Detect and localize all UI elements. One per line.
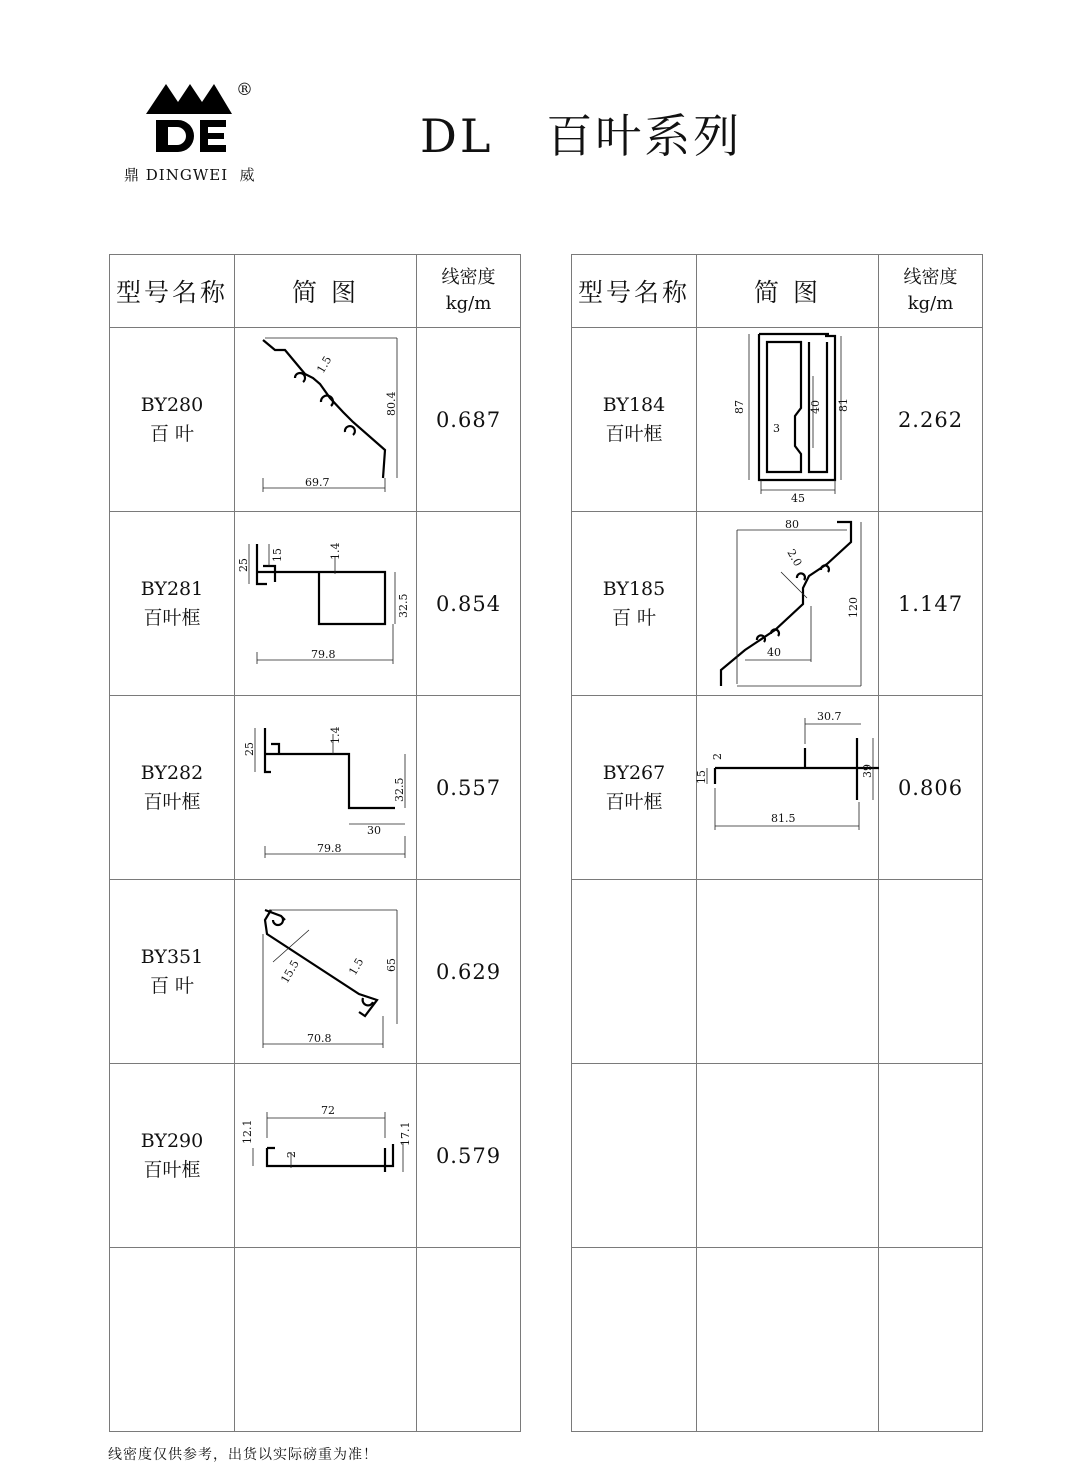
density-cell <box>879 1248 983 1432</box>
model-code: BY290 <box>140 1129 204 1152</box>
density-cell: 0.854 <box>417 512 521 696</box>
drawing-cell <box>235 328 417 512</box>
drawing-cell <box>235 1064 417 1248</box>
density-cell: 2.262 <box>879 328 983 512</box>
header-drawing: 简 图 <box>697 255 879 328</box>
model-cell <box>110 696 235 880</box>
model-cell <box>572 1064 697 1248</box>
density-cell: 0.579 <box>417 1064 521 1248</box>
logo-text: 鼎 DINGWEI 威 <box>124 166 256 184</box>
dim-label: 12.1 <box>241 1119 254 1144</box>
model-cell <box>110 880 235 1064</box>
table-row <box>110 328 521 512</box>
drawing-cell <box>697 880 879 1064</box>
dim-label: 40 <box>809 400 822 414</box>
profile-drawing-by185 <box>697 512 878 695</box>
header-density-unit: kg/m <box>445 293 492 314</box>
footer-note: 线密度仅供参考，出货以实际磅重为准！ <box>108 1447 378 1463</box>
density-cell: 0.806 <box>879 696 983 880</box>
dim-label: 87 <box>733 400 746 414</box>
table-row <box>110 512 521 696</box>
density-cell: 1.147 <box>879 512 983 696</box>
drawing-cell <box>235 512 417 696</box>
dim-label: 15 <box>271 548 284 562</box>
header-density <box>417 255 521 328</box>
density-cell <box>879 880 983 1064</box>
drawing-cell <box>235 880 417 1064</box>
model-type: 百 叶 <box>149 974 195 997</box>
dim-label: 39 <box>861 764 874 778</box>
dim-label: 1.5 <box>314 353 335 376</box>
model-code: BY281 <box>140 577 204 600</box>
registered-mark: ® <box>236 80 253 100</box>
dim-label: 70.8 <box>307 1032 332 1045</box>
dim-label: 2 <box>285 1151 298 1158</box>
model-type: 百 叶 <box>149 422 195 445</box>
drawing-cell <box>697 696 879 880</box>
model-cell <box>572 696 697 880</box>
dim-label: 79.8 <box>311 648 336 661</box>
table-row <box>572 696 983 880</box>
model-cell <box>572 880 697 1064</box>
profile-drawing-by351 <box>235 880 416 1063</box>
model-code: BY184 <box>602 393 666 416</box>
dim-label: 2.0 <box>784 547 805 569</box>
density-cell: 0.629 <box>417 880 521 1064</box>
right-spec-table <box>571 254 983 1432</box>
drawing-cell <box>697 1064 879 1248</box>
dim-label: 2 <box>711 753 724 760</box>
profile-drawing-by281 <box>235 512 416 695</box>
dim-label: 1.5 <box>346 955 367 978</box>
dim-label: 45 <box>791 492 805 505</box>
header-density <box>879 255 983 328</box>
dim-label: 79.8 <box>317 842 342 855</box>
model-type: 百叶框 <box>143 1158 201 1181</box>
dim-label: 72 <box>321 1104 335 1117</box>
dim-label: 15 <box>695 770 708 784</box>
model-cell <box>110 1064 235 1248</box>
dim-label: 1.4 <box>329 726 342 744</box>
dim-label: 30.7 <box>817 710 842 723</box>
drawing-cell <box>697 1248 879 1432</box>
table-row <box>572 880 983 1064</box>
dim-label: 80 <box>785 518 799 531</box>
header-density-label: 线密度 <box>441 267 496 288</box>
table-row <box>572 512 983 696</box>
dim-label: 1.4 <box>329 542 342 560</box>
model-code: BY280 <box>140 393 204 416</box>
dim-label: 65 <box>385 958 398 972</box>
dim-label: 81.5 <box>771 812 796 825</box>
dim-label: 15.5 <box>278 957 302 986</box>
model-type: 百叶框 <box>143 606 201 629</box>
dim-label: 3 <box>773 422 780 435</box>
header-model-name: 型号名称 <box>110 255 235 328</box>
header-model-name: 型号名称 <box>572 255 697 328</box>
model-cell <box>572 328 697 512</box>
dim-label: 120 <box>847 597 860 618</box>
table-row <box>572 1064 983 1248</box>
density-cell <box>417 1248 521 1432</box>
density-cell: 0.557 <box>417 696 521 880</box>
table-row <box>572 1248 983 1432</box>
header-drawing: 简 图 <box>235 255 417 328</box>
drawing-cell <box>235 1248 417 1432</box>
model-type: 百叶框 <box>605 422 663 445</box>
profile-drawing-by267 <box>697 696 878 879</box>
table-header-row <box>572 255 983 328</box>
model-code: BY351 <box>140 945 204 968</box>
drawing-cell <box>697 512 879 696</box>
model-code: BY185 <box>602 577 666 600</box>
table-row <box>110 880 521 1064</box>
table-header-row <box>110 255 521 328</box>
dim-label: 81 <box>837 398 850 412</box>
document-title: DL 百叶系列 <box>420 109 743 163</box>
header-density-unit: kg/m <box>907 293 954 314</box>
model-type: 百叶框 <box>605 790 663 813</box>
header-density-label: 线密度 <box>903 267 958 288</box>
dim-label: 69.7 <box>305 476 330 489</box>
density-cell: 0.687 <box>417 328 521 512</box>
model-code: BY282 <box>140 761 204 784</box>
dim-label: 25 <box>243 742 256 756</box>
model-cell <box>110 512 235 696</box>
dim-label: 80.4 <box>385 391 398 416</box>
drawing-cell <box>697 328 879 512</box>
model-cell <box>110 1248 235 1432</box>
model-type: 百叶框 <box>143 790 201 813</box>
dim-label: 40 <box>767 646 781 659</box>
density-cell <box>879 1064 983 1248</box>
profile-drawing-by282 <box>235 696 416 879</box>
model-code: BY267 <box>602 761 666 784</box>
drawing-cell <box>235 696 417 880</box>
profile-drawing-by290 <box>235 1064 416 1247</box>
model-cell <box>572 1248 697 1432</box>
table-row <box>110 1248 521 1432</box>
table-row <box>110 1064 521 1248</box>
profile-drawing-by280 <box>235 328 416 511</box>
dim-label: 30 <box>367 824 381 837</box>
model-type: 百 叶 <box>611 606 657 629</box>
dim-label: 32.5 <box>393 777 406 802</box>
dim-label: 25 <box>237 558 250 572</box>
dim-label: 17.1 <box>399 1121 412 1146</box>
model-cell <box>572 512 697 696</box>
profile-drawing-by184 <box>697 328 878 511</box>
table-row <box>110 696 521 880</box>
model-cell <box>110 328 235 512</box>
dim-label: 32.5 <box>397 593 410 618</box>
table-row <box>572 328 983 512</box>
left-spec-table <box>109 254 521 1432</box>
